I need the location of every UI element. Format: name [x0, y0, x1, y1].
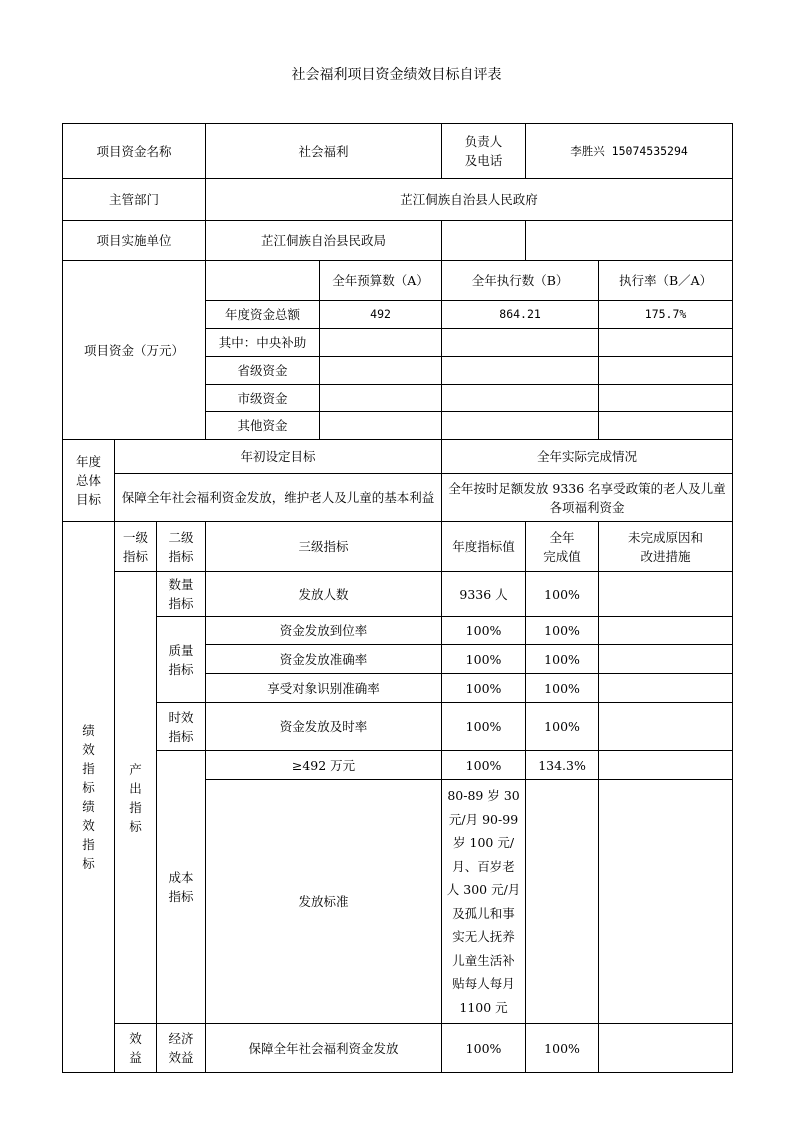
- executed-value: [442, 412, 599, 440]
- output-indicator-label: 产 出 指 标: [115, 572, 157, 1024]
- benefit-indicator-label: 效 益: [115, 1024, 157, 1073]
- empty-cell: [206, 261, 320, 301]
- department-row: [63, 179, 733, 221]
- budget-value: [320, 412, 442, 440]
- cost-indicator-label: 成本 指标: [157, 751, 206, 1024]
- rate-header: 执行率（B／A）: [599, 261, 733, 301]
- indicator-row: [63, 617, 733, 645]
- implementer-row: [63, 221, 733, 261]
- indicator-reason: [599, 751, 733, 780]
- indicator-reason: [599, 780, 733, 1024]
- quality-indicator-label: 质量 指标: [157, 617, 206, 703]
- level2-header: 二级 指标: [157, 522, 206, 572]
- implementer-label: 项目实施单位: [63, 221, 206, 261]
- department-label: 主管部门: [63, 179, 206, 221]
- indicator-row: [63, 572, 733, 617]
- indicator-reason: [599, 703, 733, 751]
- indicator-row: [63, 1024, 733, 1073]
- executed-value: [442, 357, 599, 385]
- funds-label: 项目资金（万元）: [63, 261, 206, 440]
- indicator-reason: [599, 645, 733, 674]
- goal-set-text: 保障全年社会福利资金发放，维护老人及儿童的基本利益: [115, 474, 442, 522]
- executed-header: 全年执行数（B）: [442, 261, 599, 301]
- indicator-name: 享受对象识别准确率: [206, 674, 442, 703]
- indicator-section-label: 绩 效 指 标 绩 效 指 标: [63, 522, 115, 1073]
- indicator-target: 100%: [442, 751, 526, 780]
- project-name-row: [63, 124, 733, 179]
- indicator-name: 发放标准: [206, 780, 442, 1024]
- indicator-reason: [599, 572, 733, 617]
- executed-value: [442, 329, 599, 357]
- indicator-target: 9336 人: [442, 572, 526, 617]
- rate-value: 175.7%: [599, 301, 733, 329]
- indicator-actual: 100%: [526, 674, 599, 703]
- empty-cell: [526, 221, 733, 261]
- indicator-header-row: [63, 522, 733, 572]
- budget-header: 全年预算数（A）: [320, 261, 442, 301]
- indicator-target: 100%: [442, 674, 526, 703]
- indicator-actual: 100%: [526, 1024, 599, 1073]
- page-title: 社会福利项目资金绩效目标自评表: [291, 67, 502, 83]
- project-name-value: 社会福利: [206, 124, 442, 179]
- contact-label: 负责人 及电话: [442, 124, 526, 179]
- department-value: 芷江侗族自治县人民政府: [206, 179, 733, 221]
- rate-value: [599, 412, 733, 440]
- indicator-target: 100%: [442, 1024, 526, 1073]
- annual-goal-header-row: [63, 440, 733, 474]
- indicator-name: 资金发放及时率: [206, 703, 442, 751]
- indicator-name: 发放人数: [206, 572, 442, 617]
- funds-row-label: 其中：中央补助: [206, 329, 320, 357]
- indicator-reason: [599, 617, 733, 645]
- funds-row-label: 其他资金: [206, 412, 320, 440]
- indicator-reason: [599, 674, 733, 703]
- indicator-actual: 100%: [526, 572, 599, 617]
- goal-set-header: 年初设定目标: [115, 440, 442, 474]
- rate-value: [599, 385, 733, 412]
- indicator-name: 资金发放准确率: [206, 645, 442, 674]
- indicator-row: [63, 703, 733, 751]
- economic-indicator-label: 经济 效益: [157, 1024, 206, 1073]
- annual-goal-label: 年度 总体 目标: [63, 440, 115, 522]
- indicator-target: 100%: [442, 645, 526, 674]
- indicator-name: 保障全年社会福利资金发放: [206, 1024, 442, 1073]
- actual-header: 全年 完成值: [526, 522, 599, 572]
- project-name-label: 项目资金名称: [63, 124, 206, 179]
- budget-value: [320, 329, 442, 357]
- indicator-target: 100%: [442, 617, 526, 645]
- indicator-target: 100%: [442, 703, 526, 751]
- reason-header: 未完成原因和 改进措施: [599, 522, 733, 572]
- indicator-row: [63, 751, 733, 780]
- evaluation-table: [62, 123, 733, 1073]
- goal-actual-text: 全年按时足额发放 9336 名享受政策的老人及儿童各项福利资金: [442, 474, 733, 522]
- indicator-actual: 100%: [526, 617, 599, 645]
- funds-row-label: 年度资金总额: [206, 301, 320, 329]
- quantity-indicator-label: 数量 指标: [157, 572, 206, 617]
- indicator-name: ≥492 万元: [206, 751, 442, 780]
- indicator-actual: [526, 780, 599, 1024]
- indicator-reason: [599, 1024, 733, 1073]
- annual-goal-content-row: [63, 474, 733, 522]
- level1-header: 一级 指标: [115, 522, 157, 572]
- funds-row-label: 省级资金: [206, 357, 320, 385]
- target-header: 年度指标值: [442, 522, 526, 572]
- indicator-name: 资金发放到位率: [206, 617, 442, 645]
- empty-cell: [442, 221, 526, 261]
- indicator-target: 80-89 岁 30 元/月 90-99 岁 100 元/ 月、百岁老 人 300 元/月 及孤儿和事 实无人抚养 儿童生活补 贴每人每月 1100 元: [442, 780, 526, 1024]
- funds-row-label: 市级资金: [206, 385, 320, 412]
- rate-value: [599, 357, 733, 385]
- indicator-actual: 100%: [526, 645, 599, 674]
- indicator-actual: 100%: [526, 703, 599, 751]
- rate-value: [599, 329, 733, 357]
- indicator-actual: 134.3%: [526, 751, 599, 780]
- contact-value: 李胜兴 15074535294: [526, 124, 733, 179]
- executed-value: [442, 385, 599, 412]
- implementer-value: 芷江侗族自治县民政局: [206, 221, 442, 261]
- budget-value: [320, 385, 442, 412]
- timeliness-indicator-label: 时效 指标: [157, 703, 206, 751]
- budget-value: [320, 357, 442, 385]
- level3-header: 三级指标: [206, 522, 442, 572]
- goal-actual-header: 全年实际完成情况: [442, 440, 733, 474]
- executed-value: 864.21: [442, 301, 599, 329]
- budget-value: 492: [320, 301, 442, 329]
- funds-header-row: [63, 261, 733, 301]
